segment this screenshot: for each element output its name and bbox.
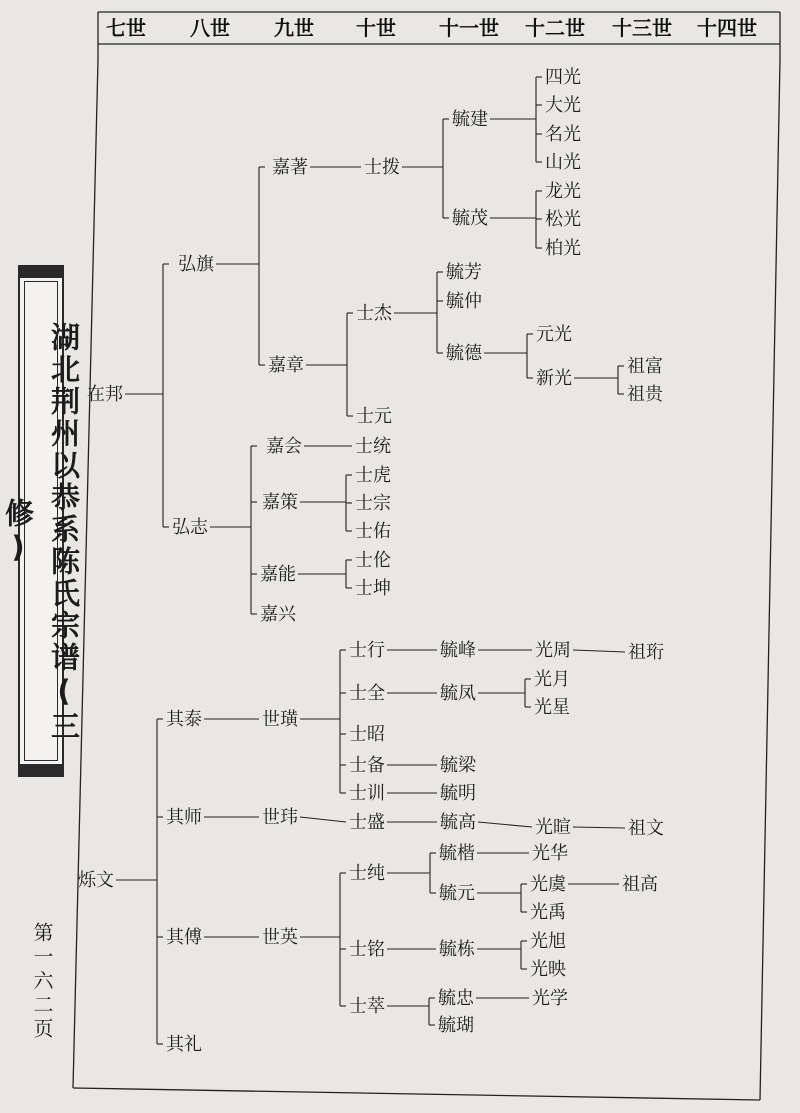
family-member-name: 嘉兴 <box>260 604 296 625</box>
family-member-name: 嘉会 <box>266 436 302 457</box>
family-member-name: 光华 <box>532 843 568 864</box>
title-panel-cap-top <box>18 265 64 278</box>
generation-label: 十四世 <box>697 16 757 40</box>
generation-label: 十一世 <box>439 16 499 40</box>
connector-line <box>573 650 625 652</box>
generation-label: 十三世 <box>612 16 672 40</box>
family-member-name: 光周 <box>535 640 571 661</box>
family-member-name: 士宗 <box>355 493 391 514</box>
member-names <box>77 67 664 1055</box>
family-member-name: 弘志 <box>172 517 208 538</box>
family-member-name: 士盛 <box>349 812 385 833</box>
family-member-name: 毓瑚 <box>438 1015 474 1036</box>
generation-label: 十世 <box>356 16 396 40</box>
family-member-name: 士统 <box>355 436 391 457</box>
family-member-name: 士萃 <box>349 996 385 1017</box>
connector-line <box>573 827 625 828</box>
family-member-name: 大光 <box>545 95 581 116</box>
family-member-name: 士行 <box>349 640 385 661</box>
family-member-name: 士拨 <box>364 157 400 178</box>
family-member-name: 光禹 <box>530 902 566 923</box>
family-member-name: 毓栋 <box>439 939 475 960</box>
family-member-name: 烁文 <box>78 870 114 891</box>
family-member-name: 光旭 <box>530 931 566 952</box>
family-member-name: 嘉著 <box>272 157 308 178</box>
family-member-name: 祖高 <box>622 874 658 895</box>
family-member-name: 嘉能 <box>260 564 296 585</box>
family-member-name: 士纯 <box>349 863 385 884</box>
family-member-name: 士坤 <box>355 578 391 599</box>
family-member-name: 士昭 <box>349 724 385 745</box>
family-member-name: 光星 <box>534 697 570 718</box>
family-member-name: 名光 <box>545 124 581 145</box>
family-member-name: 祖文 <box>628 818 664 839</box>
family-member-name: 四光 <box>545 67 581 88</box>
family-member-name: 毓高 <box>440 812 476 833</box>
family-member-name: 毓元 <box>439 883 475 904</box>
generation-label: 七世 <box>106 16 146 40</box>
family-member-name: 世玮 <box>262 807 298 828</box>
family-member-name: 士全 <box>349 683 385 704</box>
generation-header <box>106 16 757 40</box>
family-member-name: 士训 <box>349 783 385 804</box>
family-member-name: 毓茂 <box>452 208 488 229</box>
family-member-name: 龙光 <box>545 181 581 202</box>
connector-line <box>300 817 346 822</box>
family-member-name: 其傅 <box>166 927 202 948</box>
family-member-name: 士备 <box>349 755 385 776</box>
family-member-name: 毓梁 <box>440 755 476 776</box>
family-member-name: 祖贵 <box>627 384 663 405</box>
family-member-name: 祖富 <box>627 356 663 377</box>
family-member-name: 毓建 <box>452 109 488 130</box>
family-member-name: 光映 <box>530 959 566 980</box>
family-member-name: 在邦 <box>87 384 123 405</box>
family-member-name: 光月 <box>534 669 570 690</box>
family-member-name: 世英 <box>262 927 298 948</box>
family-member-name: 毓凤 <box>440 683 476 704</box>
family-member-name: 毓明 <box>440 783 476 804</box>
family-member-name: 士元 <box>356 406 392 427</box>
family-member-name: 其泰 <box>166 709 202 730</box>
family-member-name: 士伦 <box>355 550 391 571</box>
family-member-name: 毓峰 <box>440 640 476 661</box>
family-member-name: 士佑 <box>355 521 391 542</box>
family-member-name: 元光 <box>536 324 572 345</box>
family-member-name: 光虞 <box>530 874 566 895</box>
family-member-name: 嘉章 <box>268 355 304 376</box>
family-member-name: 其师 <box>166 807 202 828</box>
family-member-name: 祖珩 <box>628 642 664 663</box>
generation-label: 十二世 <box>525 16 585 40</box>
family-member-name: 士虎 <box>355 465 391 486</box>
family-member-name: 毓德 <box>446 343 482 364</box>
family-member-name: 士杰 <box>356 303 392 324</box>
family-member-name: 毓忠 <box>438 988 474 1009</box>
generation-label: 九世 <box>274 16 314 40</box>
family-member-name: 嘉策 <box>262 492 298 513</box>
book-title: 湖北荆州以恭系陈氏宗谱(三修) <box>1 321 81 743</box>
family-member-name: 其礼 <box>166 1034 202 1055</box>
page-number: 第一六二页 <box>30 922 54 1042</box>
connector-line <box>478 822 532 827</box>
family-member-name: 毓芳 <box>446 262 482 283</box>
family-member-name: 柏光 <box>545 238 581 259</box>
family-member-name: 毓楷 <box>439 843 475 864</box>
family-member-name: 毓仲 <box>446 291 482 312</box>
book-title-panel <box>1 265 81 777</box>
family-member-name: 光学 <box>532 988 568 1009</box>
family-member-name: 新光 <box>536 368 572 389</box>
family-member-name: 弘旗 <box>178 254 214 275</box>
family-member-name: 山光 <box>545 152 581 173</box>
generation-label: 八世 <box>190 16 230 40</box>
family-member-name: 世璜 <box>262 709 298 730</box>
family-member-name: 士铭 <box>349 939 385 960</box>
family-member-name: 松光 <box>545 209 581 230</box>
family-member-name: 光暄 <box>535 817 571 838</box>
